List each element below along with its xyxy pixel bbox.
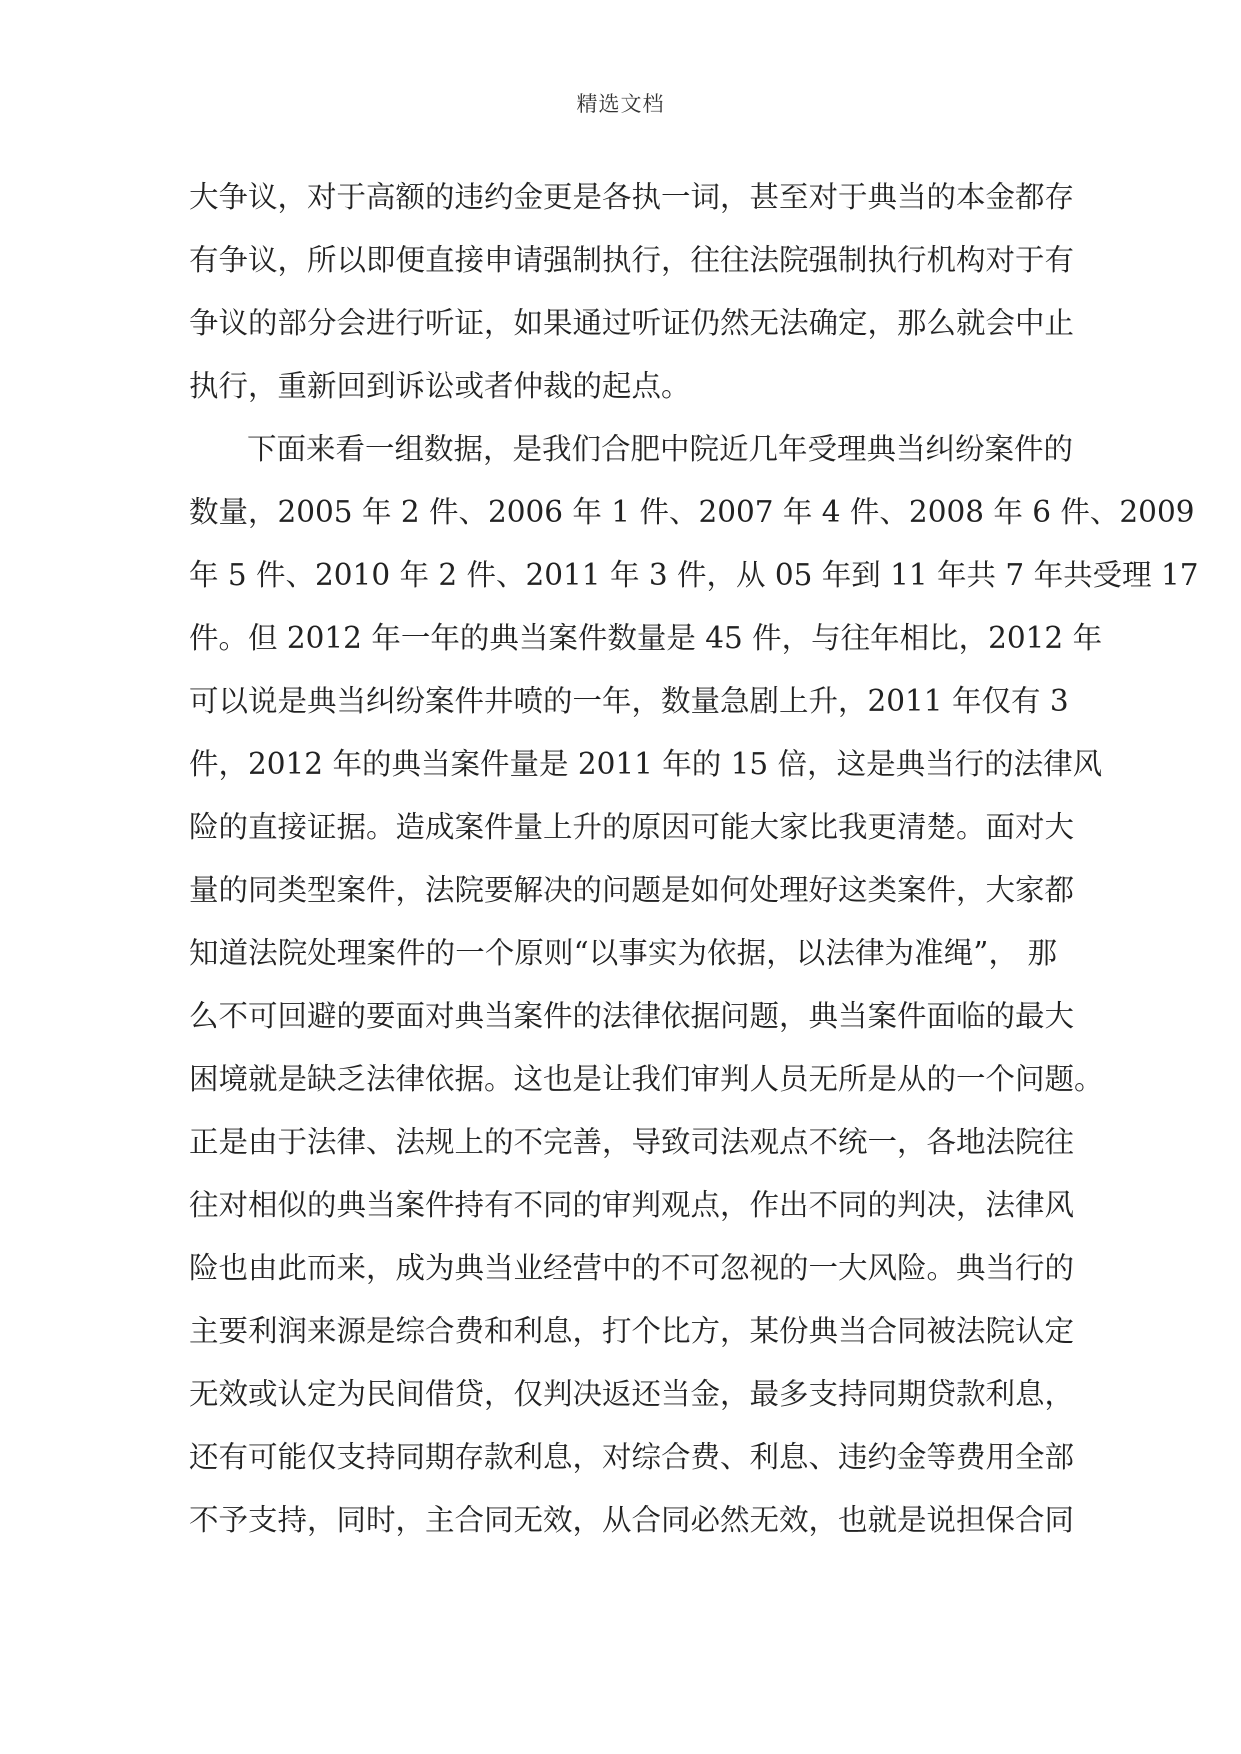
text-line: 执行，重新回到诉讼或者仲裁的起点。 — [189, 369, 691, 403]
text-line: 大争议，对于高额的违约金更是各执一词，甚至对于典当的本金都存 — [189, 180, 1075, 214]
text-line: 么不可回避的要面对典当案件的法律依据问题，典当案件面临的最大 — [189, 999, 1075, 1033]
text-line: 无效或认定为民间借贷，仅判决返还当金，最多支持同期贷款利息， — [189, 1377, 1075, 1411]
text-line: 年 5 件、2010 年 2 件、2011 年 3 件，从 05 年到 11 年共 7 年共受理 17 — [189, 558, 1199, 592]
text-line: 险的直接证据。造成案件量上升的原因可能大家比我更清楚。面对大 — [189, 810, 1075, 844]
text-line: 还有可能仅支持同期存款利息，对综合费、利息、违约金等费用全部 — [189, 1440, 1075, 1474]
text-line: 量的同类型案件，法院要解决的问题是如何处理好这类案件，大家都 — [189, 873, 1075, 907]
text-line: 有争议，所以即便直接申请强制执行，往往法院强制执行机构对于有 — [189, 243, 1075, 277]
text-line: 主要利润来源是综合费和利息，打个比方，某份典当合同被法院认定 — [189, 1314, 1075, 1348]
text-line: 不予支持，同时，主合同无效，从合同必然无效，也就是说担保合同 — [189, 1503, 1075, 1537]
text-line: 件。但 2012 年一年的典当案件数量是 45 件，与往年相比，2012 年 — [189, 621, 1103, 655]
text-line: 争议的部分会进行听证，如果通过听证仍然无法确定，那么就会中止 — [189, 306, 1075, 340]
text-line: 知道法院处理案件的一个原则“以事实为依据，以法律为准绳”， 那 — [189, 936, 1057, 970]
text-line: 正是由于法律、法规上的不完善，导致司法观点不统一，各地法院往 — [189, 1125, 1075, 1159]
text-line: 往对相似的典当案件持有不同的审判观点，作出不同的判决，法律风 — [189, 1188, 1075, 1222]
document-body — [189, 166, 1199, 1552]
text-line: 件，2012 年的典当案件量是 2011 年的 15 倍，这是典当行的法律风 — [189, 747, 1103, 781]
text-line: 可以说是典当纠纷案件井喷的一年，数量急剧上升，2011 年仅有 3 — [189, 684, 1069, 718]
text-line: 数量，2005 年 2 件、2006 年 1 件、2007 年 4 件、2008 年 6 件、2009 — [189, 495, 1195, 529]
paragraph-first-line: 下面来看一组数据，是我们合肥中院近几年受理典当纠纷案件的 — [247, 432, 1074, 466]
page-header: 精选文档 — [576, 92, 665, 116]
text-line: 险也由此而来，成为典当业经营中的不可忽视的一大风险。典当行的 — [189, 1251, 1075, 1285]
text-line: 困境就是缺乏法律依据。这也是让我们审判人员无所是从的一个问题。 — [189, 1062, 1104, 1096]
